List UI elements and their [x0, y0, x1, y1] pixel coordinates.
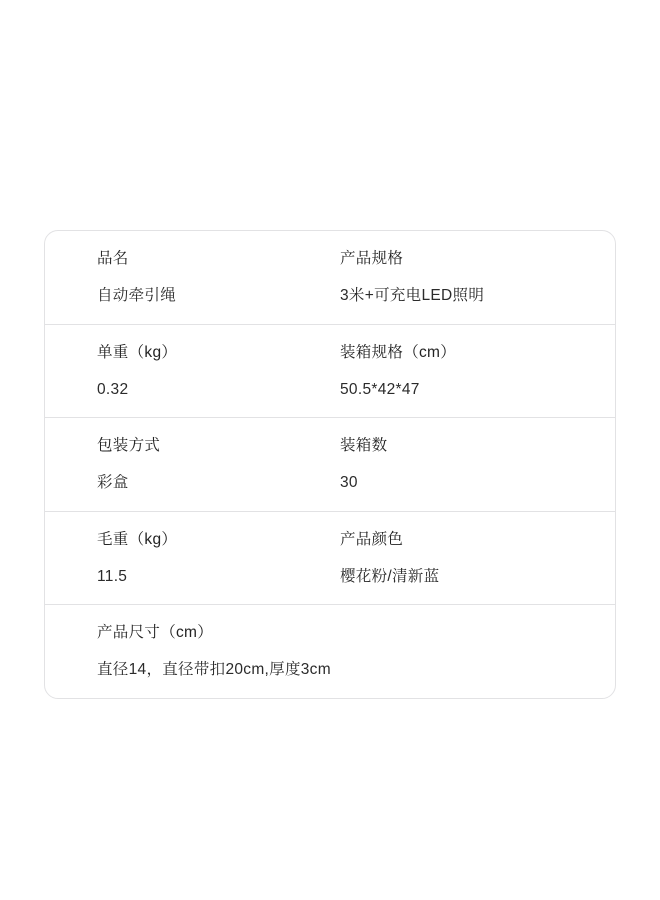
spec-cell-specification: [330, 247, 615, 308]
table-row: [45, 325, 615, 419]
spec-value: 彩盒: [97, 474, 129, 492]
table-row: [45, 605, 615, 698]
table-row: [45, 512, 615, 606]
spec-label: 装箱规格（cm）: [340, 343, 457, 361]
spec-label: 毛重（kg）: [97, 530, 178, 548]
spec-label: 产品颜色: [340, 530, 404, 548]
spec-cell-name: [45, 247, 330, 308]
spec-value: 自动牵引绳: [97, 287, 177, 305]
spec-label: 产品尺寸（cm）: [97, 624, 214, 641]
spec-label: 装箱数: [340, 437, 388, 454]
spec-cell-carton-size: [330, 341, 615, 402]
spec-label: 品名: [97, 250, 129, 267]
spec-cell-unit-weight: [45, 341, 330, 402]
spec-cell-product-dimensions: [45, 621, 615, 682]
spec-value: 50.5*42*47: [340, 380, 420, 398]
product-spec-card: [44, 230, 616, 699]
spec-value: 30: [340, 474, 358, 492]
spec-value: 3米+可充电LED照明: [340, 287, 485, 305]
spec-value: 直径14，直径带扣20cm,厚度3cm: [97, 661, 331, 679]
spec-cell-packaging: [45, 434, 330, 495]
spec-value: 11.5: [97, 567, 128, 585]
spec-value: 0.32: [97, 380, 129, 398]
spec-cell-carton-quantity: [330, 434, 615, 495]
table-row: [45, 231, 615, 325]
table-row: [45, 418, 615, 512]
spec-cell-gross-weight: [45, 528, 330, 589]
spec-cell-color: [330, 528, 615, 589]
spec-label: 产品规格: [340, 250, 404, 267]
spec-label: 单重（kg）: [97, 343, 178, 361]
spec-value: 樱花粉/清新蓝: [340, 567, 440, 585]
spec-label: 包装方式: [97, 437, 161, 454]
